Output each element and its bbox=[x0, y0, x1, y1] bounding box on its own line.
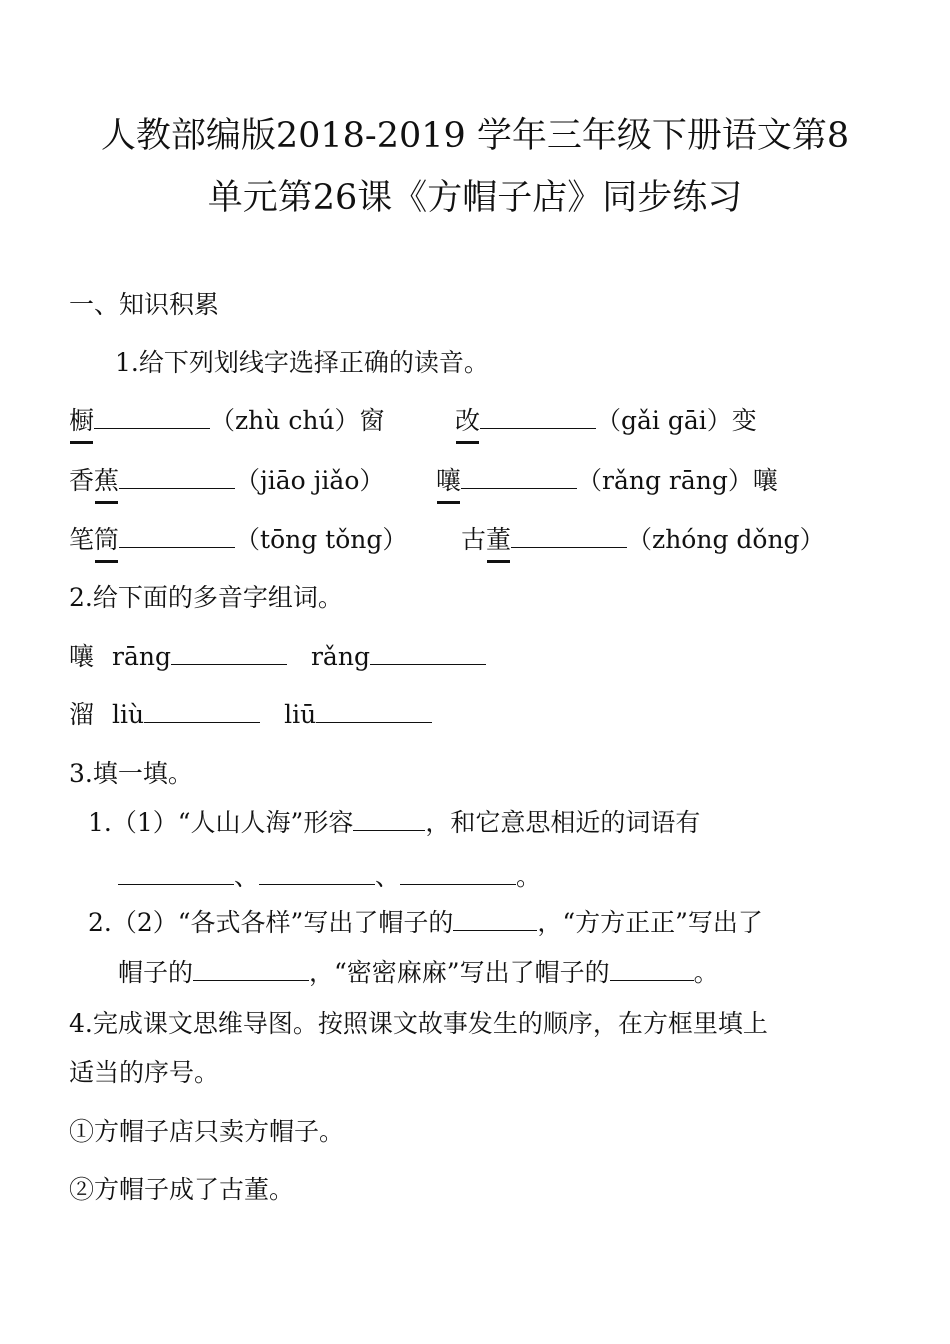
pinyin: rāng bbox=[112, 642, 171, 671]
pinyin: liū bbox=[284, 700, 317, 729]
underlined-char: 蕉 bbox=[94, 461, 119, 497]
item-text: 2.（2）“各式各样”写出了帽子的 bbox=[88, 908, 454, 937]
q1-item bbox=[69, 520, 407, 556]
plain-char: 笔 bbox=[69, 525, 95, 554]
item-text: 1.（1）“人山人海”形容 bbox=[88, 808, 354, 837]
separator: 、 bbox=[375, 862, 401, 891]
q2-row bbox=[69, 637, 486, 673]
q1-item bbox=[455, 401, 757, 437]
answer-blank[interactable] bbox=[171, 663, 287, 665]
period: 。 bbox=[516, 862, 542, 891]
separator: 、 bbox=[234, 862, 260, 891]
question-4-heading-cont: 适当的序号。 bbox=[69, 1058, 220, 1087]
question-4-heading: 4.完成课文思维导图。按照课文故事发生的顺序，在方框里填上 bbox=[69, 1009, 768, 1038]
polyphone-char: 嚷 bbox=[69, 642, 95, 671]
pinyin-options: （zhù chú）窗 bbox=[210, 406, 385, 435]
question-1-heading: 1.给下列划线字选择正确的读音。 bbox=[115, 348, 489, 377]
answer-blank[interactable] bbox=[400, 883, 516, 885]
answer-blank[interactable] bbox=[453, 929, 537, 931]
pinyin-options: （tōng tǒng） bbox=[235, 525, 408, 554]
item-text: ，“方方正正”写出了 bbox=[537, 908, 763, 937]
answer-blank[interactable] bbox=[193, 979, 309, 981]
pinyin-options: （gǎi gāi）变 bbox=[596, 406, 757, 435]
pinyin-options: （jiāo jiǎo） bbox=[235, 466, 385, 495]
underlined-char: 橱 bbox=[69, 401, 94, 437]
answer-blank[interactable] bbox=[511, 546, 627, 548]
title-line-1: 人教部编版2018-2019 学年三年级下册语文第8 bbox=[100, 116, 850, 156]
plain-char: 古 bbox=[461, 525, 487, 554]
answer-blank[interactable] bbox=[461, 487, 577, 489]
q1-item bbox=[436, 461, 778, 497]
q1-item bbox=[69, 401, 385, 437]
item-text: ，“密密麻麻”写出了帽子的 bbox=[309, 958, 610, 987]
q3-item-1 bbox=[88, 803, 700, 839]
q1-item bbox=[461, 520, 825, 556]
pinyin: rǎng bbox=[310, 642, 370, 671]
q3-item-2-cont bbox=[118, 953, 719, 989]
pinyin-options: （rǎng rāng）嚷 bbox=[577, 466, 778, 495]
section-heading: 一、知识积累 bbox=[69, 290, 220, 319]
underlined-char: 嚷 bbox=[436, 461, 461, 497]
q2-row bbox=[69, 695, 432, 731]
answer-blank[interactable] bbox=[370, 663, 486, 665]
title-line-2: 单元第26课《方帽子店》同步练习 bbox=[207, 178, 743, 218]
sequence-item: ①方帽子店只卖方帽子。 bbox=[69, 1117, 345, 1146]
answer-blank[interactable] bbox=[353, 829, 425, 831]
question-3-heading: 3.填一填。 bbox=[69, 759, 193, 788]
question-2-heading: 2.给下面的多音字组词。 bbox=[69, 583, 343, 612]
answer-blank[interactable] bbox=[94, 427, 210, 429]
item-text: 帽子的 bbox=[118, 958, 194, 987]
q3-item-2 bbox=[88, 903, 763, 939]
answer-blank[interactable] bbox=[118, 883, 234, 885]
answer-blank[interactable] bbox=[119, 546, 235, 548]
pinyin: liù bbox=[112, 700, 145, 729]
polyphone-char: 溜 bbox=[69, 700, 95, 729]
pinyin-options: （zhóng dǒng） bbox=[627, 525, 825, 554]
underlined-char: 筒 bbox=[94, 520, 119, 556]
plain-char: 香 bbox=[69, 466, 95, 495]
answer-blank[interactable] bbox=[144, 721, 260, 723]
answer-blank[interactable] bbox=[480, 427, 596, 429]
item-text: ，和它意思相近的词语有 bbox=[425, 808, 701, 837]
answer-blank[interactable] bbox=[610, 979, 694, 981]
underlined-char: 董 bbox=[486, 520, 511, 556]
q1-item bbox=[69, 461, 384, 497]
answer-blank[interactable] bbox=[119, 487, 235, 489]
period: 。 bbox=[693, 958, 719, 987]
q3-item-1-blanks bbox=[118, 857, 541, 893]
answer-blank[interactable] bbox=[316, 721, 432, 723]
sequence-item: ②方帽子成了古董。 bbox=[69, 1175, 295, 1204]
answer-blank[interactable] bbox=[259, 883, 375, 885]
underlined-char: 改 bbox=[455, 401, 480, 437]
